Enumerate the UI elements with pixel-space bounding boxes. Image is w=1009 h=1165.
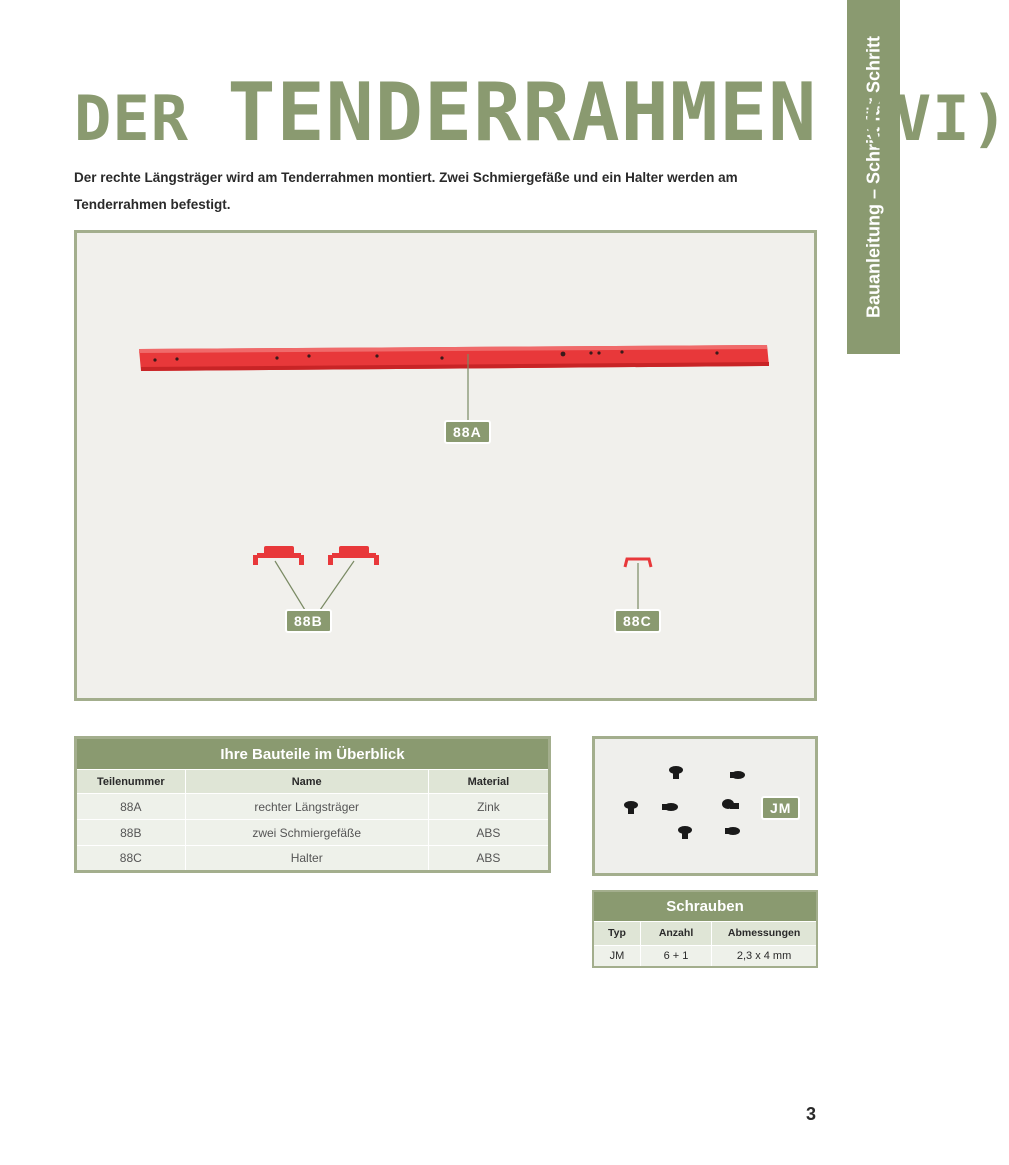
table-row <box>593 945 817 967</box>
part-name: zwei Schmiergefäße <box>185 820 428 846</box>
screw <box>678 826 692 839</box>
parts-col-name: Name <box>185 770 428 794</box>
rail-88a-illustration <box>139 345 769 371</box>
parts-table <box>74 736 551 873</box>
part-material: ABS <box>428 846 549 872</box>
part-number: 88A <box>76 794 186 820</box>
screw <box>730 771 745 779</box>
screw-dimensions: 2,3 x 4 mm <box>712 945 817 967</box>
title-prefix: DER <box>74 82 228 155</box>
side-tab-text: Bauanleitung – Schritt für Schritt <box>863 35 883 319</box>
screw-col-count: Anzahl <box>640 921 711 945</box>
table-row <box>76 846 550 872</box>
part-name: rechter Längsträger <box>185 794 428 820</box>
screw-label-jm: JM <box>761 796 800 820</box>
screw <box>722 799 739 809</box>
screw-table-title: Schrauben <box>593 891 817 921</box>
screw <box>669 766 683 779</box>
page-title <box>74 66 1009 159</box>
part-number: 88B <box>76 820 186 846</box>
parts-table-title: Ihre Bauteile im Überblick <box>76 738 550 770</box>
screw-col-type: Typ <box>593 921 640 945</box>
page-number: 3 <box>806 1104 817 1124</box>
title-main: TENDERRAHMEN <box>227 66 818 159</box>
screw-type: JM <box>593 945 640 967</box>
table-row <box>76 794 550 820</box>
part-label-88b: 88B <box>285 609 332 633</box>
parts-col-material: Material <box>428 770 549 794</box>
screw <box>624 801 638 814</box>
title-suffix: (VI) <box>817 82 1009 155</box>
part-name: Halter <box>185 846 428 872</box>
screw-col-dimensions: Abmessungen <box>712 921 817 945</box>
parts-illustration <box>77 233 820 704</box>
part-label-88a: 88A <box>444 420 491 444</box>
intro-text: Der rechte Längsträger wird am Tenderrahmen montiert. Zwei Schmiergefäße und ein Halter werden am Tenderrahmen befestigt. <box>74 170 738 212</box>
side-tab <box>847 0 900 354</box>
part-material: ABS <box>428 820 549 846</box>
screw <box>725 827 740 835</box>
screw-count: 6 + 1 <box>640 945 711 967</box>
part-label-88c: 88C <box>614 609 661 633</box>
table-row <box>76 820 550 846</box>
screw <box>662 803 678 811</box>
lubricator-88b-left <box>253 546 304 565</box>
parts-col-number: Teilenummer <box>76 770 186 794</box>
part-material: Zink <box>428 794 549 820</box>
parts-photo <box>74 230 817 701</box>
screw-table <box>592 890 818 968</box>
screw-photo <box>592 736 818 876</box>
part-number: 88C <box>76 846 186 872</box>
